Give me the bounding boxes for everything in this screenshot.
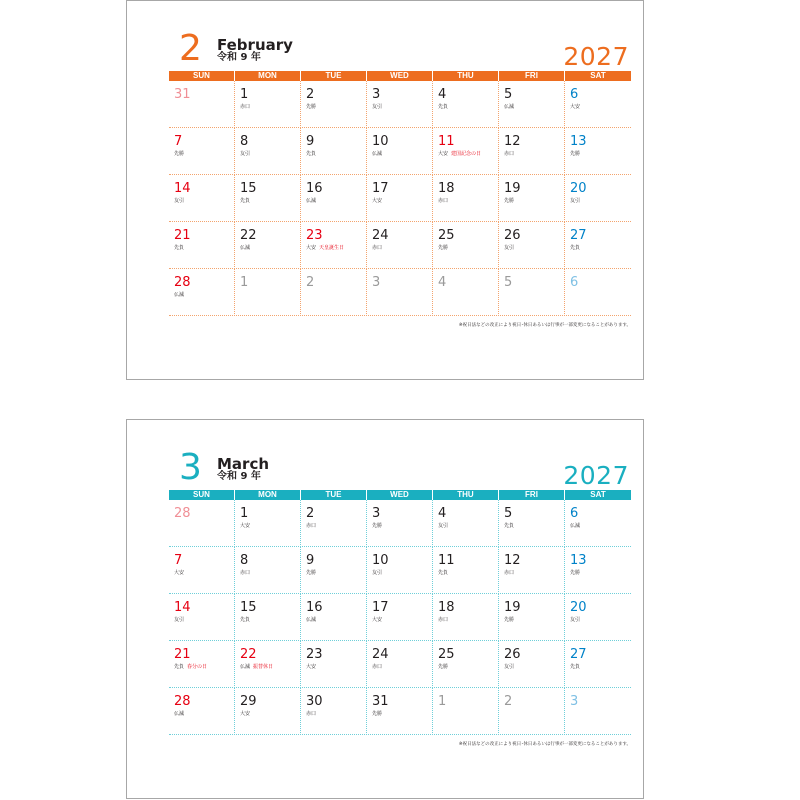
week-row xyxy=(169,81,631,128)
rokuyo-label: 先負 xyxy=(174,664,185,670)
month-name: February xyxy=(217,36,293,54)
rokuyo-label: 仏滅 xyxy=(240,664,251,670)
day-cell xyxy=(367,175,433,222)
day-number: 16 xyxy=(306,181,323,196)
day-number: 11 xyxy=(438,134,455,149)
rokuyo-label: 先勝 xyxy=(438,245,449,251)
japanese-era-year: 令和 9 年 xyxy=(217,52,261,63)
rokuyo-label: 友引 xyxy=(570,198,581,204)
day-cell xyxy=(565,547,631,594)
day-number: 29 xyxy=(240,694,257,709)
week-row xyxy=(169,175,631,222)
day-cell xyxy=(433,500,499,547)
day-number: 5 xyxy=(504,275,513,290)
day-number: 2 xyxy=(306,87,315,102)
day-cell xyxy=(169,175,235,222)
day-number: 24 xyxy=(372,228,389,243)
rokuyo-label: 大安 xyxy=(438,151,449,157)
day-number: 6 xyxy=(570,506,579,521)
day-cell xyxy=(235,688,301,735)
rokuyo-label: 友引 xyxy=(504,245,515,251)
day-cell xyxy=(301,594,367,641)
weekday-label: MON xyxy=(235,490,301,500)
day-cell xyxy=(433,128,499,175)
day-cell xyxy=(235,81,301,128)
japanese-era-year: 令和 9 年 xyxy=(217,471,261,482)
month-number: 3 xyxy=(179,447,202,488)
day-number: 21 xyxy=(174,647,191,662)
day-number: 17 xyxy=(372,181,389,196)
day-cell xyxy=(367,81,433,128)
day-number: 1 xyxy=(240,87,249,102)
day-cell xyxy=(499,641,565,688)
rokuyo-label: 先勝 xyxy=(438,664,449,670)
day-number: 15 xyxy=(240,181,257,196)
day-cell xyxy=(169,222,235,269)
week-row xyxy=(169,269,631,316)
day-number: 7 xyxy=(174,553,183,568)
weekday-label: TUE xyxy=(301,71,367,81)
day-cell xyxy=(499,594,565,641)
rokuyo-label: 先負 xyxy=(504,523,515,529)
weekday-label: SUN xyxy=(169,71,235,81)
rokuyo-label: 仏滅 xyxy=(306,617,317,623)
day-number: 28 xyxy=(174,506,191,521)
day-cell xyxy=(235,222,301,269)
day-number: 14 xyxy=(174,600,191,615)
day-number: 12 xyxy=(504,553,521,568)
day-cell xyxy=(301,175,367,222)
day-cell xyxy=(169,269,235,316)
day-cell xyxy=(301,222,367,269)
day-cell xyxy=(301,688,367,735)
day-cell xyxy=(235,594,301,641)
day-number: 10 xyxy=(372,134,389,149)
day-cell xyxy=(433,547,499,594)
day-cell xyxy=(433,594,499,641)
day-cell xyxy=(565,269,631,316)
day-number: 1 xyxy=(240,506,249,521)
weekday-header-row xyxy=(169,71,631,81)
rokuyo-label: 赤口 xyxy=(372,664,383,670)
day-cell xyxy=(235,547,301,594)
rokuyo-label: 先負 xyxy=(570,245,581,251)
day-number: 30 xyxy=(306,694,323,709)
day-cell xyxy=(169,688,235,735)
holiday-label: 春分の日 xyxy=(187,664,208,670)
rokuyo-label: 先負 xyxy=(438,570,449,576)
week-row xyxy=(169,222,631,269)
day-cell xyxy=(499,500,565,547)
day-number: 19 xyxy=(504,181,521,196)
day-cell xyxy=(499,269,565,316)
day-number: 23 xyxy=(306,647,323,662)
year: 2027 xyxy=(563,461,629,490)
day-cell xyxy=(433,269,499,316)
calendar-page-march xyxy=(126,419,644,799)
day-number: 22 xyxy=(240,647,257,662)
rokuyo-label: 友引 xyxy=(570,617,581,623)
day-cell xyxy=(367,222,433,269)
day-cell xyxy=(565,81,631,128)
day-cell xyxy=(499,128,565,175)
rokuyo-label: 先勝 xyxy=(504,198,515,204)
day-number: 15 xyxy=(240,600,257,615)
rokuyo-label: 仏滅 xyxy=(570,523,581,529)
rokuyo-label: 赤口 xyxy=(504,570,515,576)
day-cell xyxy=(565,222,631,269)
footnote: ※祝日法などの改正により祝日･休日あるいは行事が一部変更になることがあります。 xyxy=(458,322,631,327)
rokuyo-label: 先勝 xyxy=(570,570,581,576)
day-number: 4 xyxy=(438,87,447,102)
weekday-label: SUN xyxy=(169,490,235,500)
day-cell xyxy=(565,688,631,735)
holiday-label: 天皇誕生日 xyxy=(319,245,345,251)
day-cell xyxy=(367,594,433,641)
day-cell xyxy=(235,175,301,222)
rokuyo-label: 先勝 xyxy=(570,151,581,157)
day-cell xyxy=(499,81,565,128)
rokuyo-label: 先負 xyxy=(240,198,251,204)
day-number: 25 xyxy=(438,647,455,662)
day-cell xyxy=(235,641,301,688)
day-cell xyxy=(235,269,301,316)
day-number: 20 xyxy=(570,600,587,615)
weekday-label: WED xyxy=(367,71,433,81)
day-number: 5 xyxy=(504,87,513,102)
week-row xyxy=(169,641,631,688)
day-number: 27 xyxy=(570,647,587,662)
day-number: 28 xyxy=(174,694,191,709)
week-row xyxy=(169,547,631,594)
rokuyo-label: 大安 xyxy=(372,617,383,623)
day-cell xyxy=(301,128,367,175)
rokuyo-label: 赤口 xyxy=(372,245,383,251)
day-number: 3 xyxy=(372,506,381,521)
footnote: ※祝日法などの改正により祝日･休日あるいは行事が一部変更になることがあります。 xyxy=(458,741,631,746)
day-cell xyxy=(301,641,367,688)
month-name: March xyxy=(217,455,270,473)
day-cell xyxy=(367,128,433,175)
day-number: 6 xyxy=(570,87,579,102)
day-number: 23 xyxy=(306,228,323,243)
rokuyo-label: 大安 xyxy=(372,198,383,204)
day-cell xyxy=(433,175,499,222)
day-number: 11 xyxy=(438,553,455,568)
day-number: 18 xyxy=(438,600,455,615)
day-number: 3 xyxy=(372,87,381,102)
weekday-label: WED xyxy=(367,490,433,500)
month-number: 2 xyxy=(179,28,202,69)
rokuyo-label: 先負 xyxy=(240,617,251,623)
day-number: 16 xyxy=(306,600,323,615)
week-row xyxy=(169,500,631,547)
day-number: 8 xyxy=(240,553,249,568)
day-number: 27 xyxy=(570,228,587,243)
day-cell xyxy=(169,81,235,128)
day-cell xyxy=(367,641,433,688)
rokuyo-label: 大安 xyxy=(174,570,185,576)
day-number: 19 xyxy=(504,600,521,615)
day-cell xyxy=(169,641,235,688)
day-cell xyxy=(301,500,367,547)
day-cell xyxy=(565,128,631,175)
rokuyo-label: 赤口 xyxy=(438,198,449,204)
rokuyo-label: 先勝 xyxy=(306,570,317,576)
rokuyo-label: 仏滅 xyxy=(306,198,317,204)
rokuyo-label: 先勝 xyxy=(372,523,383,529)
rokuyo-label: 先負 xyxy=(174,245,185,251)
rokuyo-label: 仏滅 xyxy=(240,245,251,251)
day-cell xyxy=(565,175,631,222)
rokuyo-label: 赤口 xyxy=(306,523,317,529)
day-number: 12 xyxy=(504,134,521,149)
day-number: 10 xyxy=(372,553,389,568)
rokuyo-label: 友引 xyxy=(438,523,449,529)
calendar-grid xyxy=(169,71,631,316)
rokuyo-label: 友引 xyxy=(174,198,185,204)
weekday-label: THU xyxy=(433,71,499,81)
day-number: 3 xyxy=(372,275,381,290)
calendar-page-february xyxy=(126,0,644,380)
day-cell xyxy=(367,688,433,735)
day-number: 2 xyxy=(504,694,513,709)
day-number: 28 xyxy=(174,275,191,290)
day-number: 1 xyxy=(438,694,447,709)
day-number: 17 xyxy=(372,600,389,615)
weekday-label: TUE xyxy=(301,490,367,500)
day-number: 18 xyxy=(438,181,455,196)
calendar-header xyxy=(169,29,629,71)
rokuyo-label: 仏滅 xyxy=(174,711,185,717)
year: 2027 xyxy=(563,42,629,71)
rokuyo-label: 大安 xyxy=(240,523,251,529)
calendar-header xyxy=(169,448,629,490)
day-cell xyxy=(169,500,235,547)
week-row xyxy=(169,688,631,735)
day-number: 26 xyxy=(504,647,521,662)
rokuyo-label: 赤口 xyxy=(240,104,251,110)
day-cell xyxy=(235,500,301,547)
rokuyo-label: 友引 xyxy=(372,570,383,576)
day-number: 2 xyxy=(306,275,315,290)
calendar-grid xyxy=(169,490,631,735)
day-number: 3 xyxy=(570,694,579,709)
weekday-label: THU xyxy=(433,490,499,500)
day-number: 25 xyxy=(438,228,455,243)
day-number: 9 xyxy=(306,553,315,568)
weekday-label: SAT xyxy=(565,490,631,500)
day-cell xyxy=(367,269,433,316)
week-row xyxy=(169,128,631,175)
day-cell xyxy=(565,594,631,641)
day-cell xyxy=(499,175,565,222)
day-number: 13 xyxy=(570,134,587,149)
day-number: 13 xyxy=(570,553,587,568)
rokuyo-label: 赤口 xyxy=(504,151,515,157)
weekday-label: SAT xyxy=(565,71,631,81)
day-cell xyxy=(499,547,565,594)
day-number: 21 xyxy=(174,228,191,243)
rokuyo-label: 先負 xyxy=(438,104,449,110)
rokuyo-label: 友引 xyxy=(174,617,185,623)
day-number: 24 xyxy=(372,647,389,662)
rokuyo-label: 赤口 xyxy=(306,711,317,717)
weekday-label: MON xyxy=(235,71,301,81)
day-cell xyxy=(235,128,301,175)
day-cell xyxy=(169,547,235,594)
day-number: 9 xyxy=(306,134,315,149)
day-number: 8 xyxy=(240,134,249,149)
day-number: 14 xyxy=(174,181,191,196)
day-number: 2 xyxy=(306,506,315,521)
day-number: 5 xyxy=(504,506,513,521)
rokuyo-label: 先勝 xyxy=(174,151,185,157)
rokuyo-label: 友引 xyxy=(240,151,251,157)
rokuyo-label: 先負 xyxy=(570,664,581,670)
rokuyo-label: 友引 xyxy=(372,104,383,110)
holiday-label: 建国記念の日 xyxy=(451,151,482,157)
rokuyo-label: 仏滅 xyxy=(174,292,185,298)
weekday-header-row xyxy=(169,490,631,500)
day-cell xyxy=(169,128,235,175)
day-cell xyxy=(565,641,631,688)
rokuyo-label: 友引 xyxy=(504,664,515,670)
day-number: 6 xyxy=(570,275,579,290)
day-number: 1 xyxy=(240,275,249,290)
day-cell xyxy=(565,500,631,547)
day-number: 4 xyxy=(438,506,447,521)
rokuyo-label: 先負 xyxy=(306,151,317,157)
rokuyo-label: 先勝 xyxy=(306,104,317,110)
day-cell xyxy=(301,269,367,316)
day-cell xyxy=(301,81,367,128)
day-number: 20 xyxy=(570,181,587,196)
rokuyo-label: 仏滅 xyxy=(504,104,515,110)
day-cell xyxy=(301,547,367,594)
day-cell xyxy=(367,500,433,547)
rokuyo-label: 先勝 xyxy=(372,711,383,717)
day-number: 22 xyxy=(240,228,257,243)
rokuyo-label: 大安 xyxy=(306,664,317,670)
day-number: 7 xyxy=(174,134,183,149)
day-number: 26 xyxy=(504,228,521,243)
day-cell xyxy=(499,688,565,735)
day-cell xyxy=(433,688,499,735)
holiday-label: 振替休日 xyxy=(253,664,274,670)
week-row xyxy=(169,594,631,641)
rokuyo-label: 仏滅 xyxy=(372,151,383,157)
rokuyo-label: 大安 xyxy=(570,104,581,110)
weekday-label: FRI xyxy=(499,490,565,500)
rokuyo-label: 大安 xyxy=(240,711,251,717)
rokuyo-label: 赤口 xyxy=(240,570,251,576)
day-cell xyxy=(499,222,565,269)
rokuyo-label: 赤口 xyxy=(438,617,449,623)
day-cell xyxy=(169,594,235,641)
day-number: 31 xyxy=(174,87,191,102)
day-number: 31 xyxy=(372,694,389,709)
day-cell xyxy=(433,641,499,688)
day-number: 4 xyxy=(438,275,447,290)
day-cell xyxy=(433,222,499,269)
weekday-label: FRI xyxy=(499,71,565,81)
rokuyo-label: 先勝 xyxy=(504,617,515,623)
day-cell xyxy=(367,547,433,594)
rokuyo-label: 大安 xyxy=(306,245,317,251)
day-cell xyxy=(433,81,499,128)
